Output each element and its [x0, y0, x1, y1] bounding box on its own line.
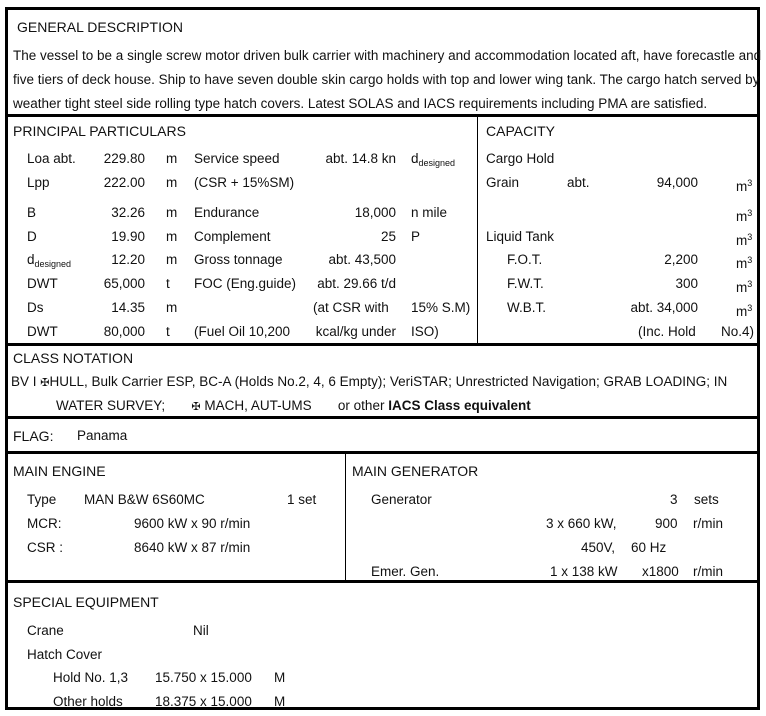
column-divider [477, 117, 478, 343]
generator-count: 3 [670, 492, 678, 507]
particular-name: Lpp [27, 175, 50, 190]
divider [8, 580, 757, 583]
hatch-hold-1-3-label: Hold No. 1,3 [53, 670, 129, 685]
particular-name: Ds [27, 300, 44, 315]
main-generator-title: MAIN GENERATOR [352, 463, 479, 479]
crane-label: Crane [27, 623, 64, 638]
wbt-label: W.B.T. [507, 300, 547, 315]
generator-power: 3 x 660 kW, [546, 516, 617, 531]
csr-label: CSR : [27, 540, 64, 555]
general-description-line-2: five tiers of deck house. Ship to have seven double skin cargo holds with top and lower wing tank. The cargo hatch served by [13, 72, 760, 87]
class-notation-line-1: BV I ✠HULL, Bulk Carrier ESP, BC-A (Holds No.2, 4, 6 Empty); VeriSTAR; Unrestricted Navigation; GRAB LOADING; IN [11, 374, 728, 389]
mcr-label: MCR: [27, 516, 62, 531]
particular-property-unit: $d_{designed}$ [411, 151, 456, 168]
particular-property-value: 18,000 [354, 205, 396, 220]
particular-property-unit: 15% S.M) [411, 300, 471, 315]
particular-property-value: abt. 43,500 [328, 252, 396, 267]
particular-property-value: 25 [380, 229, 396, 244]
engine-type-label: Type [27, 492, 57, 507]
m3-unit: $m^3$ [736, 208, 753, 224]
grain-label: Grain [486, 175, 520, 190]
particular-name: D [27, 229, 37, 244]
grain-value: 94,000 [656, 175, 698, 190]
particular-unit: t [166, 276, 170, 291]
divider [8, 114, 757, 117]
generator-voltage: 450V, [581, 540, 616, 555]
particular-property: Complement [194, 229, 271, 244]
csr-value: 8640 kW x 87 r/min [134, 540, 251, 555]
particular-value: 32.26 [111, 205, 145, 220]
flag-value: Panama [77, 428, 128, 443]
fwt-label: F.W.T. [507, 276, 544, 291]
emergency-generator-rpm: x1800 [642, 564, 679, 579]
particular-value: 65,000 [103, 276, 145, 291]
liquid-tank-label: Liquid Tank [486, 229, 555, 244]
cargo-hold-label: Cargo Hold [486, 151, 555, 166]
particular-property: FOC (Eng.guide) [194, 276, 297, 291]
particular-name: Loa abt. [27, 151, 76, 166]
wbt-value: abt. 34,000 [630, 300, 698, 315]
generator-label: Generator [371, 492, 432, 507]
particular-property-value: (at CSR with [313, 300, 389, 315]
emergency-generator-rpm-unit: r/min [693, 564, 723, 579]
particular-property-unit: n mile [411, 205, 448, 220]
m3-unit: $m^3$ [736, 279, 753, 295]
particular-property-unit: ISO) [411, 324, 439, 339]
m3-unit: $m^3$ [736, 255, 753, 271]
particular-property-value: abt. 14.8 kn [325, 151, 396, 166]
particular-value: 14.35 [111, 300, 145, 315]
divider [8, 343, 757, 346]
m3-unit: $m^3$ [736, 232, 753, 248]
engine-count: 1 set [287, 492, 317, 507]
particular-property: (CSR + 15%SM) [194, 175, 295, 190]
class-notation-line-2: WATER SURVEY; ✠ MACH, AUT-UMS or other IACS Class equivalent [56, 398, 531, 413]
particular-value: 222.00 [103, 175, 145, 190]
emergency-generator-label: Emer. Gen. [371, 564, 440, 579]
particular-property-value: abt. 29.66 t/d [317, 276, 396, 291]
particular-property: Endurance [194, 205, 260, 220]
particular-name: DWT [27, 276, 58, 291]
wbt-note-hold: No.4) [721, 324, 755, 339]
particular-unit: t [166, 324, 170, 339]
engine-type-value: MAN B&W 6S60MC [84, 492, 205, 507]
particular-property: Gross tonnage [194, 252, 283, 267]
particular-value: 12.20 [111, 252, 145, 267]
hatch-other-value: 18.375 x 15.000 [155, 694, 252, 709]
particular-value: 80,000 [103, 324, 145, 339]
spec-sheet [5, 7, 760, 710]
particular-name: B [27, 205, 37, 220]
m3-unit: $m^3$ [736, 303, 753, 319]
maltese-cross-icon: ✠ [40, 377, 50, 389]
wbt-note: (Inc. Hold [638, 324, 696, 339]
particular-unit: m [166, 252, 178, 267]
general-description-line-1: The vessel to be a single screw motor driven bulk carrier with machinery and accommodation located aft, have forecastle and [13, 48, 762, 63]
divider [8, 451, 757, 454]
main-engine-title: MAIN ENGINE [13, 463, 106, 479]
m3-unit: $m^3$ [736, 178, 753, 194]
capacity-title: CAPACITY [486, 123, 555, 139]
principal-particulars-title: PRINCIPAL PARTICULARS [13, 123, 186, 139]
special-equipment-title: SPECIAL EQUIPMENT [13, 594, 159, 610]
particular-property-unit: P [411, 229, 421, 244]
particular-unit: m [166, 300, 178, 315]
particular-property: (Fuel Oil 10,200 [194, 324, 291, 339]
flag-label: FLAG: [13, 428, 54, 444]
generator-rpm: 900 [655, 516, 678, 531]
general-description-title: GENERAL DESCRIPTION [17, 19, 183, 35]
fot-label: F.O.T. [507, 252, 543, 267]
particular-property-value: kcal/kg under [315, 324, 396, 339]
divider [8, 416, 757, 419]
crane-value: Nil [193, 623, 209, 638]
emergency-generator-power: 1 x 138 kW [550, 564, 618, 579]
generator-rpm-unit: r/min [693, 516, 723, 531]
hatch-other-label: Other holds [53, 694, 123, 709]
hatch-hold-1-3-unit: M [274, 670, 286, 685]
maltese-cross-icon: ✠ [191, 401, 201, 413]
column-divider [345, 454, 346, 580]
particular-unit: m [166, 175, 178, 190]
particular-name: $d_{designed}$ [27, 252, 72, 269]
class-notation-title: CLASS NOTATION [13, 350, 134, 366]
particular-unit: m [166, 151, 178, 166]
particular-name: DWT [27, 324, 58, 339]
fot-value: 2,200 [664, 252, 698, 267]
generator-frequency: 60 Hz [631, 540, 667, 555]
particular-unit: m [166, 205, 178, 220]
fwt-value: 300 [675, 276, 698, 291]
hatch-cover-label: Hatch Cover [27, 647, 103, 662]
mcr-value: 9600 kW x 90 r/min [134, 516, 251, 531]
particular-unit: m [166, 229, 178, 244]
grain-abt: abt. [567, 175, 590, 190]
particular-value: 19.90 [111, 229, 145, 244]
hatch-hold-1-3-value: 15.750 x 15.000 [155, 670, 252, 685]
generator-sets: sets [694, 492, 719, 507]
hatch-other-unit: M [274, 694, 286, 709]
general-description-line-3: weather tight steel side rolling type hatch covers. Latest SOLAS and IACS requirements including PMA are satisfied. [13, 96, 708, 111]
particular-property: Service speed [194, 151, 280, 166]
particular-value: 229.80 [103, 151, 145, 166]
